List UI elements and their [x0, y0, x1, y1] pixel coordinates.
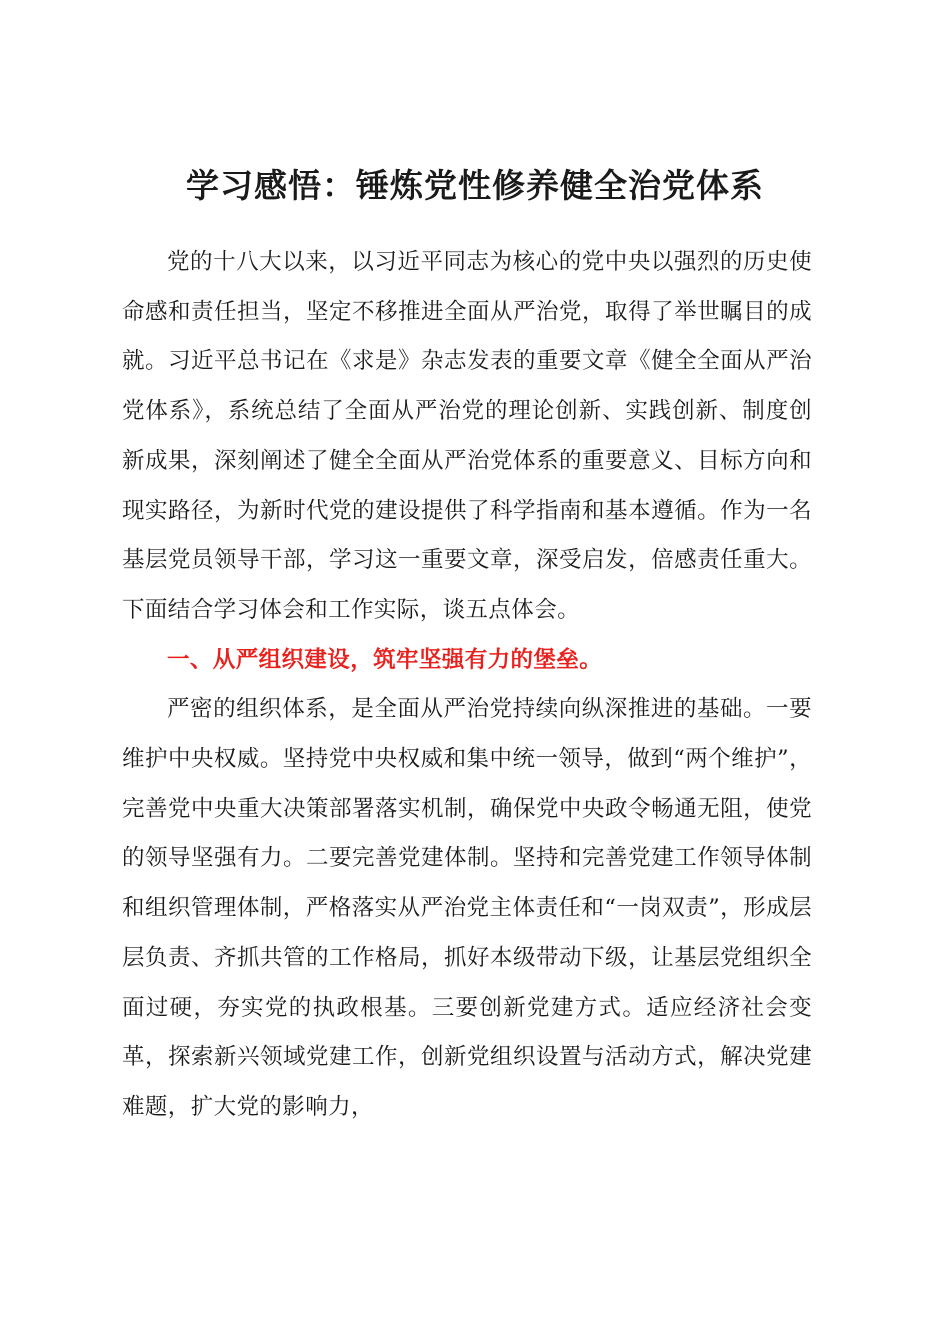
- document-title: 学习感悟：锤炼党性修养健全治党体系: [186, 166, 764, 205]
- section-1-paragraph: 严密的组织体系，是全面从严治党持续向纵深推进的基础。一要维护中央权威。坚持党中央权威和集中统一领导，做到“两个维护”，完善党中央重大决策部署落实机制，确保党中央政令畅通无阻，使党的领导坚强有力。二要完善党建体制。坚持和完善党建工作领导体制和组织管理体制，严格落实从严治党主体责任和“一岗双责”，形成层层负责、齐抓共管的工作格局，抓好本级带动下级，让基层党组织全面过硬，夯实党的执政根基。三要创新党建方式。适应经济社会变革，探索新兴领域党建工作，创新党组织设置与活动方式，解决党建难题，扩大党的影响力，: [122, 696, 812, 1120]
- section-heading-1: 一、从严组织建设，筑牢坚强有力的堡垒。: [167, 646, 603, 673]
- intro-paragraph: 党的十八大以来，以习近平同志为核心的党中央以强烈的历史使命感和责任担当，坚定不移推进全面从严治党，取得了举世瞩目的成就。习近平总书记在《求是》杂志发表的重要文章《健全全面从严治党体系》，系统总结了全面从严治党的理论创新、实践创新、制度创新成果，深刻阐述了健全全面从严治党体系的重要意义、目标方向和现实路径，为新时代党的建设提供了科学指南和基本遵循。作为一名基层党员领导干部，学习这一重要文章，深受启发，倍感责任重大。下面结合学习体会和工作实际，谈五点体会。: [122, 249, 812, 623]
- document-body: [122, 238, 812, 1133]
